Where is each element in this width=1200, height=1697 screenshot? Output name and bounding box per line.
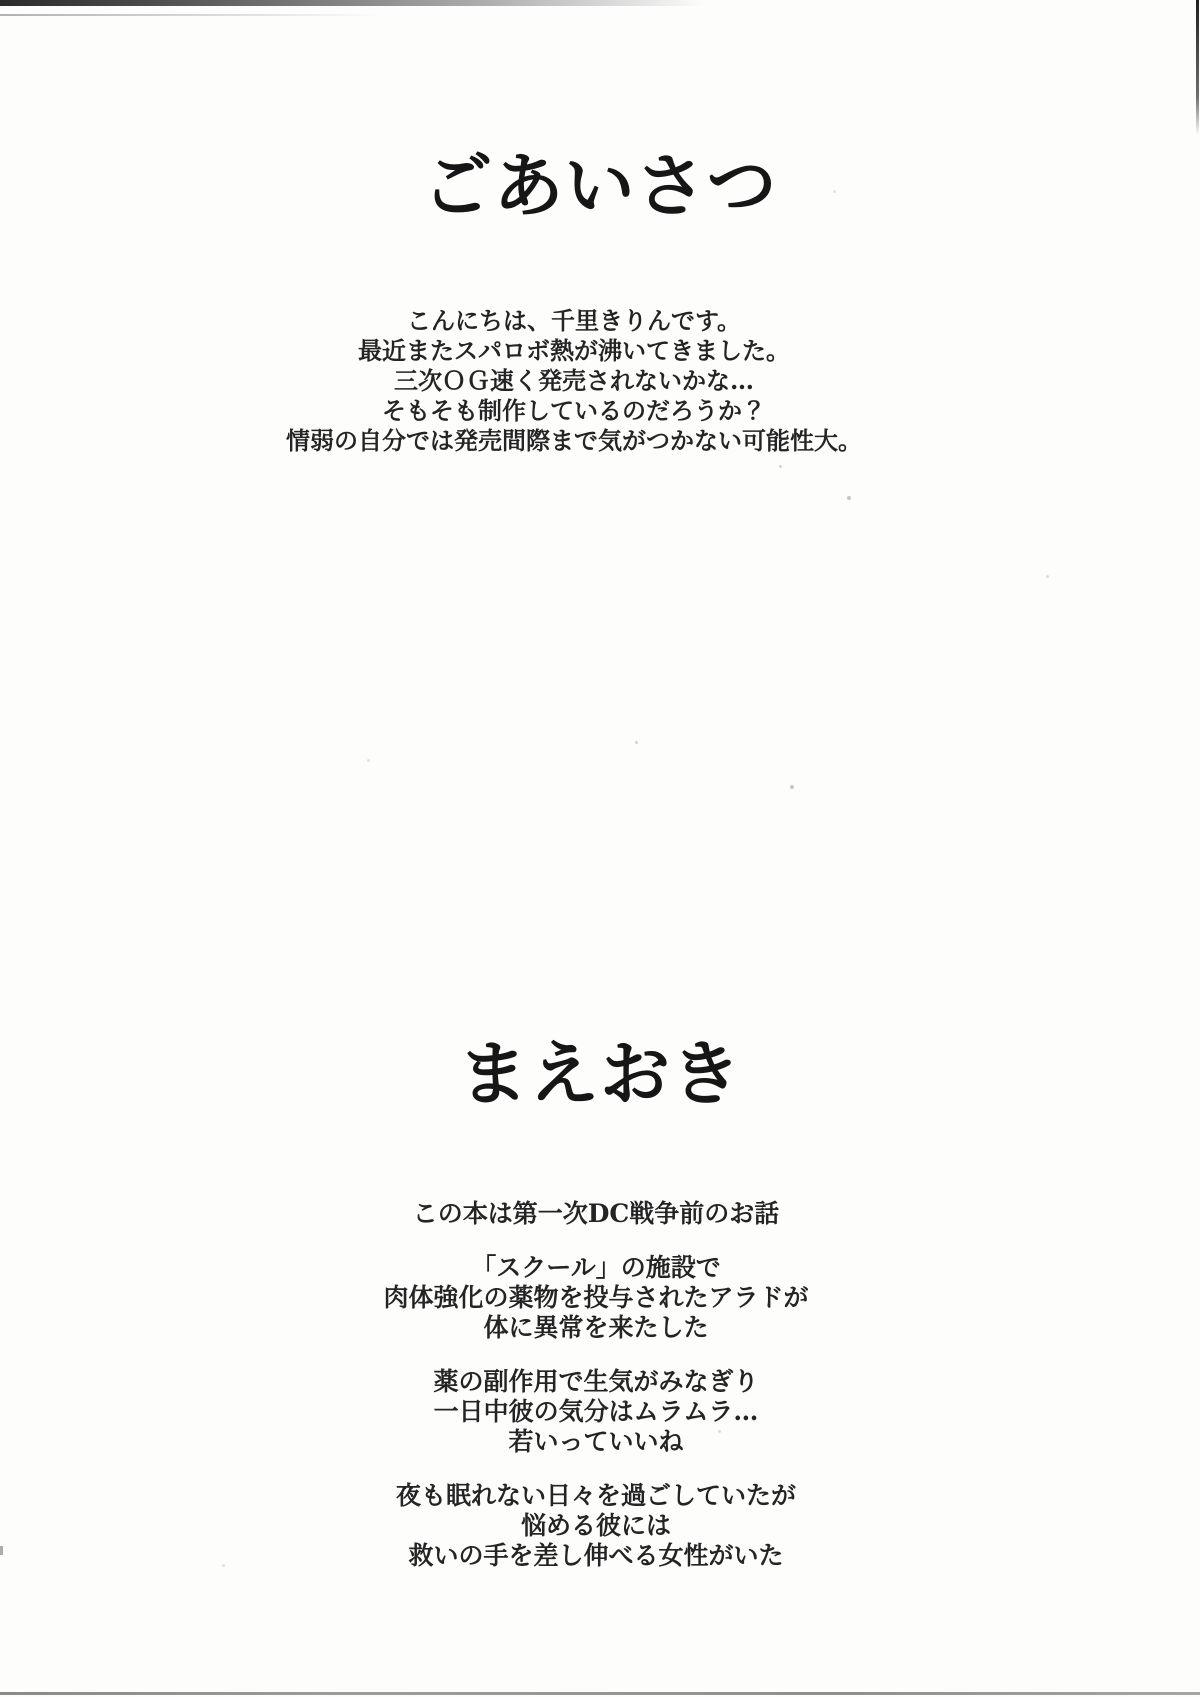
greeting-line: こんにちは、千里きりんです。 [406, 306, 742, 335]
greeting-line: 情弱の自分では発売間際まで気がつかない可能性大。 [286, 426, 862, 455]
preface-line: この本は第一次DC戦争前のお話 [412, 1199, 780, 1228]
preface-heading: まえおき [458, 1032, 742, 1115]
preface-paragraph [0, 1481, 1196, 1571]
preface-line: 体に異常を来たした [483, 1313, 709, 1342]
greeting-heading: ごあいさつ [422, 144, 778, 227]
scan-speck [847, 496, 851, 500]
scan-speck [790, 785, 794, 789]
preface-line: 悩める彼には [520, 1511, 671, 1540]
preface-line: 夜も眠れない日々を過ごしていたが [395, 1481, 796, 1510]
preface-line: 一日中彼の気分はムラムラ… [433, 1397, 759, 1426]
scan-artifact-right-edge [1196, 0, 1199, 135]
preface-line: 肉体強化の薬物を投与されたアラドが [383, 1283, 809, 1312]
preface-paragraph [0, 1199, 1196, 1229]
preface-line: 救いの手を差し伸べる女性がいた [408, 1541, 784, 1570]
scan-speck [367, 759, 370, 762]
greeting-line: そもそも制作しているのだろうか？ [382, 396, 766, 425]
greeting-line: 最近またスパロボ熱が沸いてきました。 [358, 336, 790, 365]
preface-line: 薬の副作用で生気がみなぎり [433, 1367, 759, 1396]
greeting-text [0, 306, 1174, 456]
scan-speck [635, 741, 638, 744]
preface-line: 若いっていいね [508, 1427, 684, 1456]
scan-artifact-top-crease [0, 14, 382, 16]
scan-artifact-top-edge [0, 0, 705, 6]
preface-paragraph [0, 1253, 1196, 1343]
preface-paragraph [0, 1367, 1196, 1457]
greeting-line: 三次ＯＧ速く発売されないかな… [394, 366, 754, 395]
scan-speck [779, 465, 782, 468]
preface-line: 「スクール」の施設で [471, 1253, 721, 1282]
scan-artifact-bottom-edge [0, 1692, 1200, 1695]
scan-speck [1046, 575, 1049, 578]
preface-text [0, 1199, 1196, 1595]
